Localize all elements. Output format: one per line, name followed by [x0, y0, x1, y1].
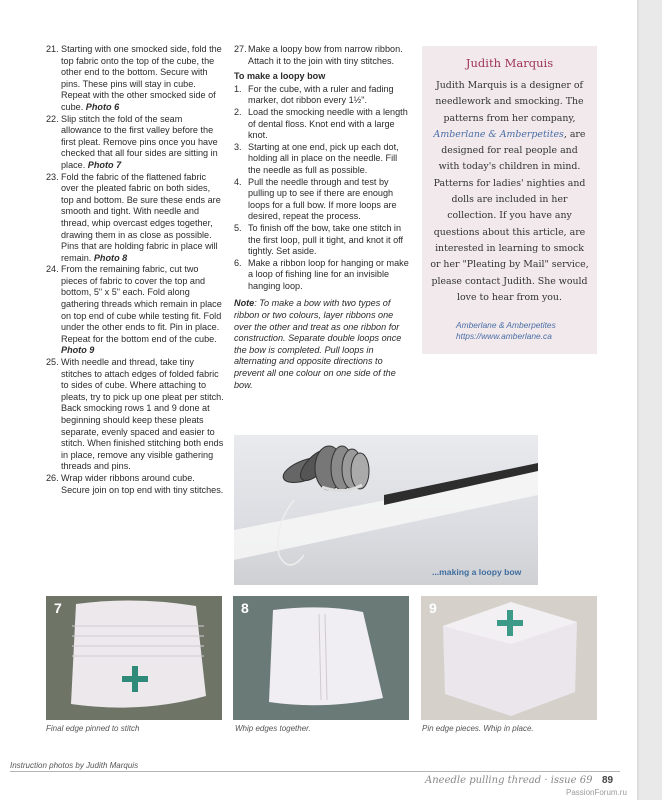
- step-26: [46, 473, 224, 496]
- photo-number: 9: [429, 600, 437, 616]
- bow-illustration: [234, 435, 538, 585]
- note-label: Note: [234, 298, 255, 309]
- photo-ref: Photo 7: [87, 159, 122, 170]
- bow-caption: ...making a loopy bow: [432, 567, 522, 577]
- footer-url[interactable]: https://www.amberlane.ca: [456, 331, 552, 342]
- photo-number: 8: [241, 600, 249, 616]
- photo-8: [233, 596, 409, 720]
- step-22: [46, 114, 224, 172]
- instructions-column-1: [46, 44, 224, 496]
- loopy-bow-photo: [234, 435, 538, 585]
- step-number: 1.: [234, 83, 242, 94]
- step-number: 5.: [234, 222, 242, 233]
- photo-credit: Instruction photos by Judith Marquis: [10, 761, 139, 770]
- cube-photo-8: [233, 596, 409, 720]
- bio-text: Judith Marquis is a designer of needlework and smocking. The patterns from her company,: [435, 80, 584, 124]
- step-21: [46, 44, 224, 114]
- step-number: 26.: [46, 472, 59, 483]
- photo-9: [421, 596, 597, 720]
- magazine-name: Aneedle pulling thread · issue 69: [425, 775, 593, 786]
- step-text: Fold the fabric of the flattened fabric over the pleated fabric on both sides, top and bottom. Be sure these ends are smooth and tight. With needle and thread, whip overcast edges together, drawing them in as close as possible. Pins that are holding fabric in place will remain.: [61, 171, 221, 263]
- step-text: Slip stitch the fold of the seam allowance to the first valley before the first pleat. Remove pins once you have checked that all four sides are sitting in place.: [61, 113, 218, 170]
- bow-step-5: [234, 223, 409, 258]
- step-number: 3.: [234, 141, 242, 152]
- page-number: 89: [602, 775, 614, 786]
- step-number: 24.: [46, 264, 59, 275]
- cube-photo-9: [421, 596, 597, 720]
- step-number: 2.: [234, 106, 242, 117]
- loopy-bow-heading: To make a loopy bow: [234, 71, 326, 82]
- step-text: Wrap wider ribbons around cube. Secure join on top end with tiny stitches.: [61, 472, 224, 495]
- footer-divider: [10, 771, 620, 772]
- photo-7-caption: Final edge pinned to stitch: [46, 724, 140, 733]
- author-sidebar: [422, 46, 597, 354]
- note-text: : To make a bow with two types of ribbon or two colours, layer ribbons one over the other and treat as one ribbon for construction. Separate double loops once the bow is completed. Pull loops in alternating and opposite directions to prevent all one colour on one side of the bow.: [234, 298, 402, 390]
- photo-9-caption: Pin edge pieces. Whip in place.: [422, 724, 534, 733]
- step-number: 25.: [46, 357, 59, 368]
- step-text: With needle and thread, take tiny stitches to attach edges of folded fabric to sides of cube. Where attaching to pleats, try to pick up one pleat per stitch. Back smocking rows 1 and 9 done at beginning should keep these pleats separate, evenly spaced and easier to stitch. When finished stitching both ends in place, remove any visible gathering threads and pins.: [61, 357, 224, 472]
- bow-step-2: [234, 107, 409, 142]
- step-text: Starting at one end, pick up each dot, holding all in place on the needle. Fill the needle as full as possible.: [248, 141, 399, 175]
- author-bio: [422, 78, 597, 306]
- step-text: From the remaining fabric, cut two pieces of fabric to cover the top and bottom, 5" x 5" each. Fold along gathering threads which remain in place on top end of cube while testing fit. Fold under the other ends to fit. Pin in place. Repeat for the bottom end of the cube.: [61, 264, 222, 344]
- step-23: [46, 172, 224, 265]
- photo-ref: Photo 6: [85, 101, 120, 112]
- cube-photo-7: [46, 596, 222, 720]
- company-link[interactable]: Amberlane & Amberpetites: [433, 128, 564, 140]
- bow-step-1: [234, 84, 409, 107]
- photo-ref: Photo 8: [93, 252, 128, 263]
- step-text: Make a ribbon loop for hanging or make a loop of fishing line for an invisible hanging loop.: [248, 257, 409, 291]
- step-text: Starting with one smocked side, fold the top fabric onto the top of the cube, the other end to the bottom. Secure with pins. These pins will stay in cube. Repeat with the other smocked side of cube.: [61, 44, 222, 112]
- step-25: [46, 357, 224, 473]
- footer-company: Amberlane & Amberpetites: [456, 320, 556, 331]
- bio-text: , are designed for real people and with today's children in mind. Patterns for ladies' nighties and dolls are included in her collection. If you have any questions about this article, are interested in learning to smock or her "Pleating by Mail" service, please contact Judith. She would love to hear from you.: [430, 128, 589, 303]
- bow-step-6: [234, 258, 409, 293]
- author-name: Judith Marquis: [465, 56, 554, 70]
- note: [234, 298, 409, 391]
- photo-8-caption: Whip edges together.: [235, 724, 311, 733]
- step-27: [234, 44, 409, 67]
- step-number: 21.: [46, 44, 59, 54]
- photo-number: 7: [54, 600, 62, 616]
- step-text: Load the smocking needle with a length of dental floss. Knot end with a large knot.: [248, 106, 408, 141]
- step-number: 22.: [46, 113, 59, 124]
- step-text: Pull the needle through and test by pulling up to see if there are enough loops for a full bow. If more loops are desired, repeat the process.: [248, 176, 397, 222]
- sidebar-footer: [422, 320, 597, 342]
- step-number: 23.: [46, 171, 59, 182]
- step-number: 27.: [234, 44, 247, 54]
- step-text: To finish off the bow, take one stitch in the first loop, pull it tight, and knot it off tightly. Set aside.: [248, 222, 404, 257]
- bow-step-3: [234, 142, 409, 177]
- step-24: [46, 264, 224, 357]
- step-text: For the cube, with a ruler and fading marker, dot ribbon every 1½".: [248, 83, 394, 106]
- photo-ref: Photo 9: [61, 345, 95, 356]
- watermark: PassionForum.ru: [566, 788, 627, 797]
- instructions-column-2: [234, 44, 409, 391]
- photo-7: [46, 596, 222, 720]
- bow-step-4: [234, 177, 409, 223]
- step-number: 6.: [234, 257, 242, 268]
- step-text: Make a loopy bow from narrow ribbon. Attach it to the join with tiny stitches.: [248, 44, 403, 66]
- step-number: 4.: [234, 176, 242, 187]
- page-edge-stripe: [637, 0, 662, 800]
